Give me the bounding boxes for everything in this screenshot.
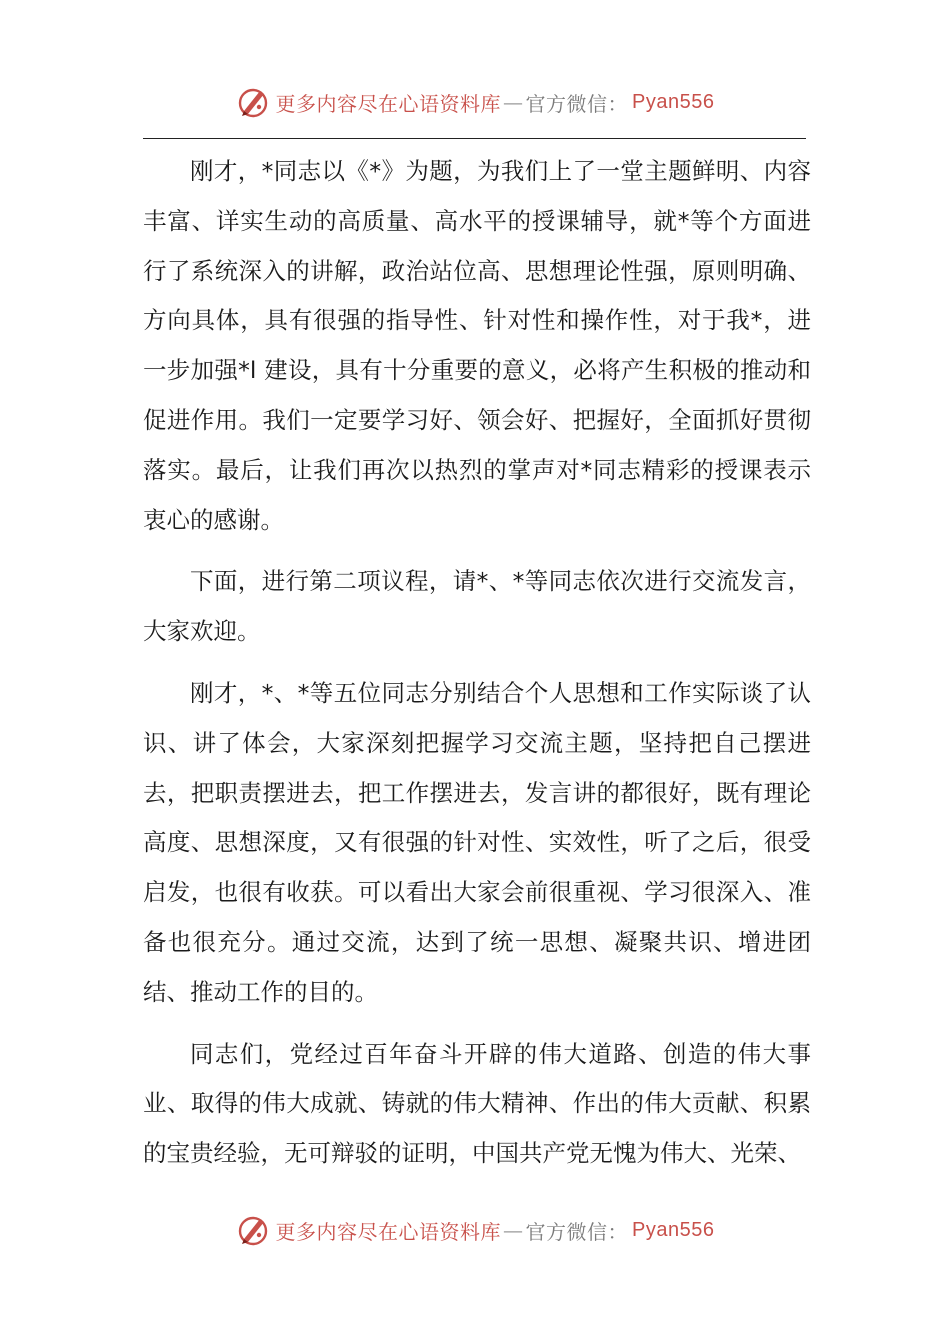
banner-dash: — (503, 90, 524, 114)
paragraph: 刚才，*、*等五位同志分别结合个人思想和工作实际谈了认识、讲了体会，大家深刻把握学习交流主题，坚持把自己摆进去，把职责摆进去，把工作摆进去，发言讲的都很好，既有理论高度、思想深度，又有很强的针对性、实效性，听了之后，很受启发，也很有收获。可以看出大家会前很重视、学习很深入、准备也很充分。通过交流，达到了统一思想、凝聚共识、增进团结、推动工作的目的。 (143, 678, 811, 1006)
banner-wechat-id: Pyan556 (632, 90, 715, 113)
footer-wechat-id: Pyan556 (632, 1218, 715, 1241)
footer-dash: — (503, 1218, 524, 1242)
footer-site-text: 更多内容尽在心语资料库 (275, 1219, 502, 1244)
pen-logo-icon (236, 1213, 270, 1247)
paragraph: 刚才，*同志以《*》为题，为我们上了一堂主题鲜明、内容丰富、详实生动的高质量、高水平的授课辅导，就*等个方面进行了系统深入的讲解，政治站位高、思想理论性强，原则明确、方向具体，具有很强的指导性、针对性和操作性，对于我*，进一步加强*l 建设，具有十分重要的意义，必将产生积极的推动和促进作用。我们一定要学习好、领会好、把握好，全面抓好贯彻落实。最后，让我们再次以热烈的掌声对*同志精彩的授课表示衷心的感谢。 (143, 157, 811, 534)
banner-wechat-label: 官方微信： (525, 91, 629, 116)
banner-site-text: 更多内容尽在心语资料库 (275, 91, 502, 116)
document-body (143, 147, 811, 1191)
page-footer-banner (0, 1210, 950, 1250)
pen-logo-icon (236, 85, 270, 119)
paragraph: 同志们，党经过百年奋斗开辟的伟大道路、创造的伟大事业、取得的伟大成就、铸就的伟大精神、作出的伟大贡献、积累的宝贵经验，无可辩驳的证明，中国共产党无愧为伟大、光荣、 (143, 1039, 811, 1168)
footer-wechat-label: 官方微信： (525, 1219, 629, 1244)
header-divider (143, 138, 806, 139)
page-header-banner (0, 82, 950, 122)
paragraph: 下面，进行第二项议程，请*、*等同志依次进行交流发言，大家欢迎。 (143, 567, 811, 646)
